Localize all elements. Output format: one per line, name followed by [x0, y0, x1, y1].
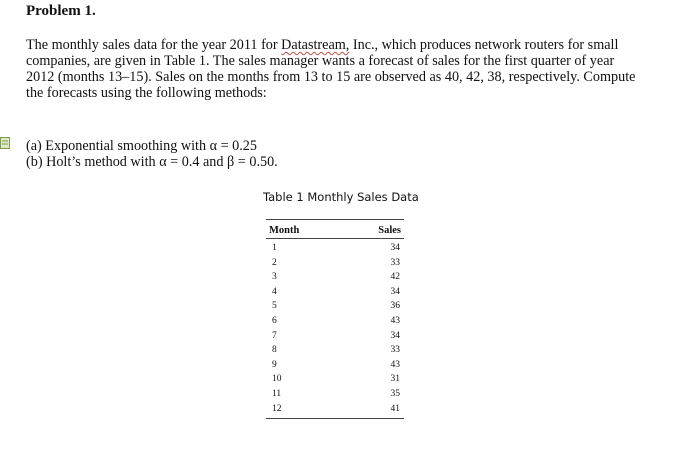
cell-sales: 41	[390, 403, 400, 414]
cell-month: 11	[272, 388, 282, 399]
note-marker-icon[interactable]	[0, 136, 10, 148]
cell-sales: 36	[390, 301, 400, 312]
cell-month: 1	[272, 243, 277, 253]
statement-line-1-post: Inc., which produces network routers for small	[349, 37, 619, 53]
statement-line-4: the forecasts using the following methods:	[26, 85, 267, 101]
table-row	[269, 329, 401, 344]
table-row	[269, 343, 401, 358]
cell-month: 4	[272, 286, 277, 297]
cell-month: 7	[272, 330, 277, 341]
problem-title: Problem 1.	[26, 3, 96, 19]
table-row	[269, 314, 401, 329]
table-body	[266, 239, 404, 418]
company-name-misspelled[interactable]: Datastream,	[281, 37, 350, 53]
methods-list	[26, 138, 278, 170]
table-header-row	[266, 220, 404, 238]
cell-sales: 33	[390, 257, 400, 268]
cell-sales: 34	[390, 330, 400, 341]
cell-sales: 43	[390, 315, 400, 326]
cell-sales: 34	[390, 243, 400, 253]
cell-month: 6	[272, 315, 277, 326]
table-row	[269, 358, 401, 373]
monthly-sales-table	[266, 219, 404, 419]
cell-month: 2	[272, 257, 277, 268]
table-row	[269, 402, 401, 417]
table-row	[269, 285, 401, 300]
problem-statement	[26, 37, 656, 101]
cell-sales: 35	[390, 388, 400, 399]
cell-month: 3	[272, 272, 277, 283]
header-month: Month	[269, 225, 300, 236]
table-row	[269, 241, 401, 256]
statement-line-1-pre: The monthly sales data for the year 2011 for	[26, 37, 282, 53]
method-a: (a) Exponential smoothing with α = 0.25	[26, 138, 257, 154]
cell-sales: 33	[390, 345, 400, 356]
table-row	[269, 372, 401, 387]
cell-month: 10	[272, 374, 282, 385]
cell-sales: 42	[390, 272, 400, 283]
header-sales: Sales	[378, 225, 401, 236]
cell-sales: 43	[390, 359, 400, 370]
method-b: (b) Holt’s method with α = 0.4 and β = 0.50.	[26, 154, 278, 170]
statement-line-3: 2012 (months 13–15). Sales on the months from 13 to 15 are observed as 40, 42, 38, respectively. Compute	[26, 69, 636, 85]
cell-month: 9	[272, 359, 277, 370]
table-row	[269, 387, 401, 402]
cell-month: 5	[272, 301, 277, 312]
statement-line-2: companies, are given in Table 1. The sales manager wants a forecast of sales for the first quarter of year	[26, 53, 615, 69]
cell-sales: 34	[390, 286, 400, 297]
table-caption: Table 1 Monthly Sales Data	[263, 190, 419, 204]
cell-month: 12	[272, 403, 282, 414]
table-row	[269, 299, 401, 314]
statement-line-1	[26, 37, 656, 53]
table-row	[269, 270, 401, 285]
table-bottom-rule	[266, 418, 404, 419]
cell-month: 8	[272, 345, 277, 356]
table-row	[269, 256, 401, 271]
cell-sales: 31	[390, 374, 400, 385]
